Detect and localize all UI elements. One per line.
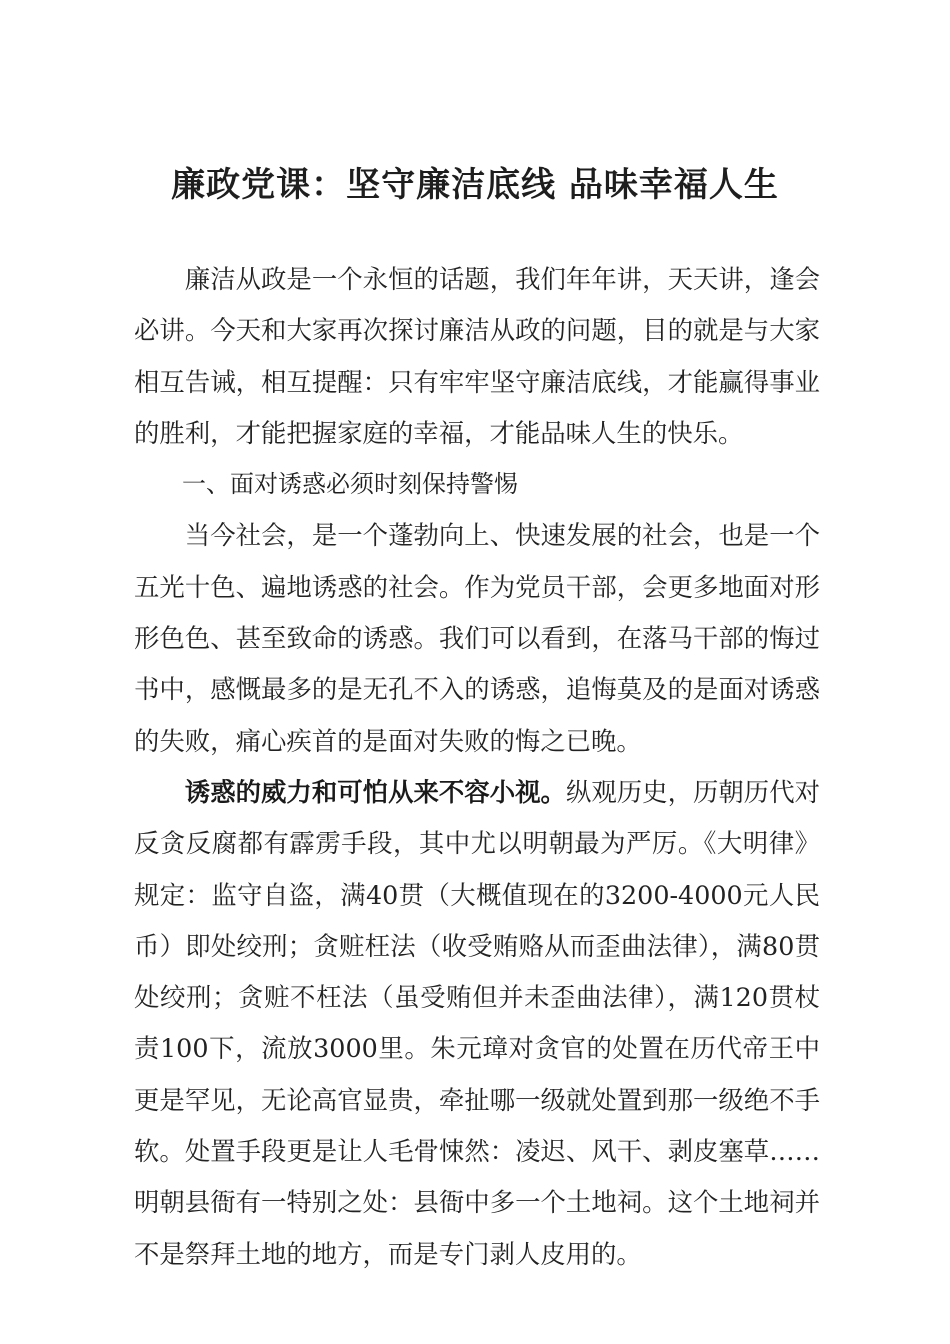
document-body <box>134 254 820 1280</box>
document-title: 廉政党课：坚守廉洁底线 品味幸福人生 <box>171 165 779 205</box>
paragraph-history <box>134 767 820 1280</box>
paragraph-lead-sentence: 诱惑的威力和可怕从来不容小视。 <box>184 776 566 807</box>
paragraph-intro: 廉洁从政是一个永恒的话题，我们年年讲，天天讲，逢会必讲。今天和大家再次探讨廉洁从政的问题，目的就是与大家相互告诫，相互提醒：只有牢牢坚守廉洁底线，才能赢得事业的胜利，才能把握家庭的幸福，才能品味人生的快乐。 <box>134 264 820 448</box>
section-heading-1: 一、面对诱惑必须时刻保持警惕 <box>182 470 518 499</box>
paragraph-history-text: 纵观历史，历朝历代对反贪反腐都有霹雳手段，其中尤以明朝最为严厉。《大明律》规定：监守自盗，满40贯（大概值现在的3200-4000元人民币）即处绞刑；贪赃枉法（收受贿赂从而歪曲法律），满80贯处绞刑；贪赃不枉法（虽受贿但并未歪曲法律），满120贯杖责100下，流放3000里。朱元璋对贪官的处置在历代帝王中更是罕见，无论高官显贵，牵扯哪一级就处置到那一级绝不手软。处置手段更是让人毛骨悚然：凌迟、风干、剥皮塞草……明朝县衙有一特别之处：县衙中多一个土地祠。这个土地祠并不是祭拜土地的地方，而是专门剥人皮用的。 <box>134 776 821 1269</box>
paragraph-temptation: 当今社会，是一个蓬勃向上、快速发展的社会，也是一个五光十色、遍地诱惑的社会。作为党员干部，会更多地面对形形色色、甚至致命的诱惑。我们可以看到，在落马干部的悔过书中，感慨最多的是无孔不入的诱惑，追悔莫及的是面对诱惑的失败，痛心疾首的是面对失败的悔之已晚。 <box>134 520 820 756</box>
